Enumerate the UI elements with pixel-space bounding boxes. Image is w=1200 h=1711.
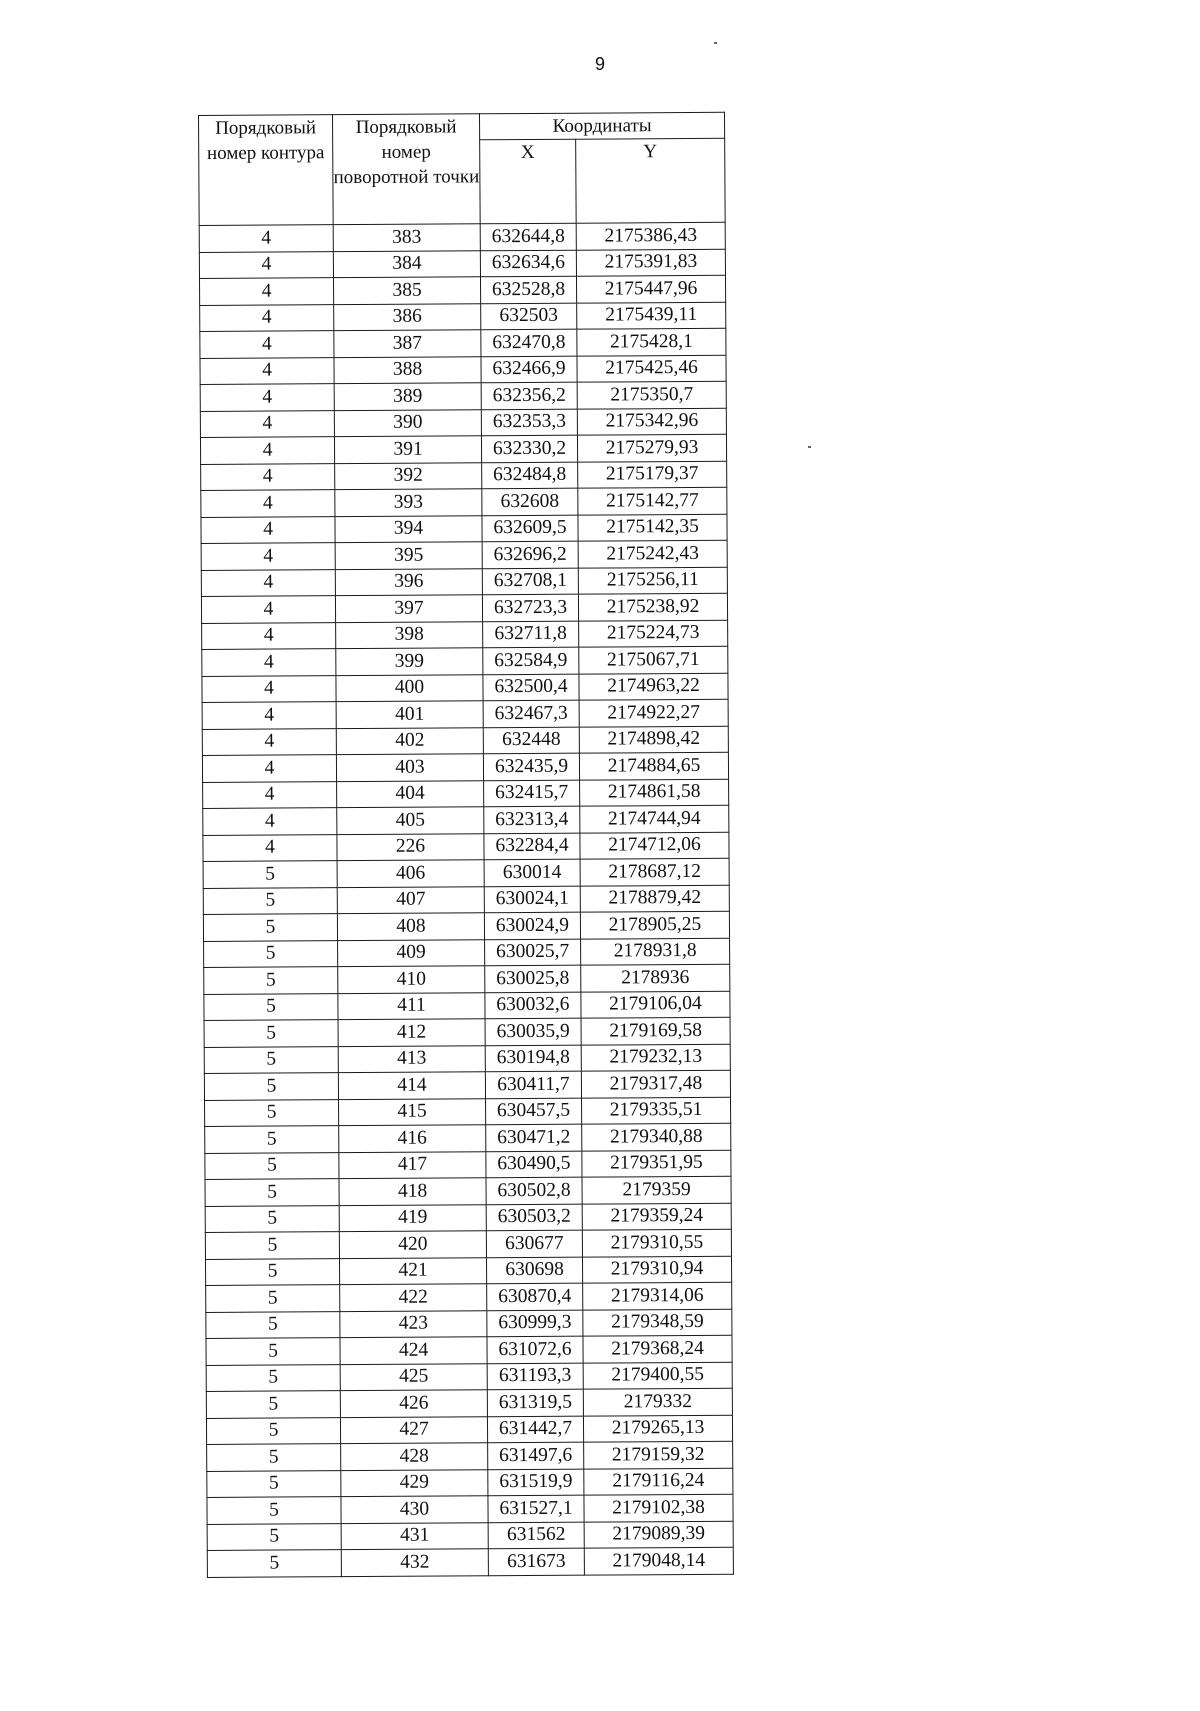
cell-point-number: 391 bbox=[334, 436, 481, 463]
table-row bbox=[200, 381, 726, 411]
table-row bbox=[199, 249, 725, 279]
table-row bbox=[200, 328, 726, 358]
cell-contour-number: 5 bbox=[206, 1417, 340, 1444]
cell-contour-number: 4 bbox=[199, 251, 333, 278]
cell-x: 630194,8 bbox=[485, 1045, 581, 1072]
cell-x: 632313,4 bbox=[484, 806, 580, 833]
cell-y: 2174744,94 bbox=[580, 805, 729, 832]
cell-point-number: 410 bbox=[338, 966, 485, 993]
table-body bbox=[199, 222, 733, 1577]
cell-point-number: 415 bbox=[339, 1098, 486, 1125]
header-coordinates: Координаты bbox=[479, 112, 724, 139]
cell-contour-number: 5 bbox=[207, 1470, 341, 1497]
cell-contour-number: 5 bbox=[206, 1338, 340, 1365]
cell-y: 2174922,27 bbox=[579, 699, 728, 726]
table-row bbox=[207, 1494, 733, 1524]
cell-contour-number: 4 bbox=[199, 225, 333, 252]
table-row bbox=[200, 408, 726, 438]
cell-contour-number: 4 bbox=[203, 834, 337, 861]
cell-x: 632470,8 bbox=[481, 329, 577, 356]
cell-x: 630870,4 bbox=[487, 1283, 583, 1310]
cell-y: 2179310,94 bbox=[582, 1256, 731, 1283]
table-row bbox=[201, 514, 727, 544]
cell-x: 632353,3 bbox=[481, 409, 577, 436]
cell-point-number: 431 bbox=[341, 1522, 488, 1549]
cell-x: 632708,1 bbox=[482, 568, 578, 595]
cell-point-number: 385 bbox=[333, 277, 480, 304]
cell-point-number: 427 bbox=[340, 1416, 487, 1443]
cell-y: 2179368,24 bbox=[583, 1335, 732, 1362]
table-row bbox=[202, 752, 728, 782]
cell-point-number: 422 bbox=[340, 1284, 487, 1311]
cell-contour-number: 5 bbox=[203, 914, 337, 941]
cell-y: 2179089,39 bbox=[584, 1521, 733, 1548]
cell-point-number: 428 bbox=[341, 1443, 488, 1470]
cell-y: 2179310,55 bbox=[582, 1229, 731, 1256]
cell-point-number: 413 bbox=[338, 1045, 485, 1072]
cell-contour-number: 5 bbox=[204, 1046, 338, 1073]
cell-x: 632696,2 bbox=[482, 541, 578, 568]
cell-point-number: 432 bbox=[341, 1549, 488, 1576]
table-row bbox=[205, 1176, 731, 1206]
cell-point-number: 394 bbox=[335, 515, 482, 542]
cell-point-number: 409 bbox=[338, 939, 485, 966]
table-row bbox=[200, 355, 726, 385]
cell-x: 630503,2 bbox=[486, 1204, 582, 1231]
cell-y: 2175238,92 bbox=[578, 593, 727, 620]
cell-contour-number: 5 bbox=[204, 967, 338, 994]
cell-x: 632723,3 bbox=[482, 594, 578, 621]
cell-y: 2179159,32 bbox=[584, 1441, 733, 1468]
cell-contour-number: 5 bbox=[206, 1391, 340, 1418]
cell-x: 630490,5 bbox=[486, 1151, 582, 1178]
header-contour-number: Порядковый номер контура bbox=[199, 115, 334, 226]
cell-x: 631527,1 bbox=[488, 1495, 584, 1522]
cell-point-number: 423 bbox=[340, 1310, 487, 1337]
cell-y: 2175179,37 bbox=[578, 461, 727, 488]
table-row bbox=[202, 726, 728, 756]
cell-y: 2174898,42 bbox=[579, 726, 728, 753]
table-row bbox=[202, 673, 728, 703]
cell-point-number: 400 bbox=[336, 674, 483, 701]
cell-point-number: 390 bbox=[334, 409, 481, 436]
cell-contour-number: 5 bbox=[207, 1523, 341, 1550]
cell-x: 631193,3 bbox=[487, 1363, 583, 1390]
cell-point-number: 392 bbox=[335, 462, 482, 489]
cell-y: 2179332 bbox=[583, 1388, 732, 1415]
cell-contour-number: 5 bbox=[205, 1232, 339, 1259]
cell-point-number: 384 bbox=[333, 250, 480, 277]
cell-y: 2175391,83 bbox=[576, 249, 725, 276]
cell-y: 2179340,88 bbox=[582, 1123, 731, 1150]
cell-x: 631673 bbox=[488, 1548, 584, 1575]
cell-contour-number: 4 bbox=[202, 649, 336, 676]
table-row bbox=[200, 434, 726, 464]
cell-y: 2175447,96 bbox=[576, 275, 725, 302]
cell-point-number: 395 bbox=[335, 542, 482, 569]
cell-point-number: 388 bbox=[334, 356, 481, 383]
cell-point-number: 419 bbox=[339, 1204, 486, 1231]
cell-x: 632467,3 bbox=[483, 700, 579, 727]
cell-y: 2179116,24 bbox=[584, 1468, 733, 1495]
cell-point-number: 417 bbox=[339, 1151, 486, 1178]
cell-contour-number: 4 bbox=[200, 304, 334, 331]
cell-contour-number: 5 bbox=[204, 1073, 338, 1100]
cell-x: 632284,4 bbox=[484, 833, 580, 860]
cell-y: 2179359 bbox=[582, 1176, 731, 1203]
cell-x: 630035,9 bbox=[485, 1018, 581, 1045]
table-row bbox=[205, 1097, 731, 1127]
cell-point-number: 403 bbox=[336, 754, 483, 781]
cell-point-number: 396 bbox=[335, 568, 482, 595]
table-row bbox=[205, 1203, 731, 1233]
header-row bbox=[199, 112, 725, 141]
cell-y: 2175342,96 bbox=[577, 408, 726, 435]
cell-point-number: 407 bbox=[337, 886, 484, 913]
cell-x: 630024,1 bbox=[484, 886, 580, 913]
cell-contour-number: 5 bbox=[207, 1550, 341, 1577]
cell-contour-number: 4 bbox=[200, 437, 334, 464]
table-row bbox=[206, 1335, 732, 1365]
cell-x: 630999,3 bbox=[487, 1310, 583, 1337]
cell-contour-number: 5 bbox=[207, 1497, 341, 1524]
cell-y: 2179359,24 bbox=[582, 1203, 731, 1230]
table-row bbox=[202, 699, 728, 729]
table-row bbox=[201, 593, 727, 623]
cell-point-number: 416 bbox=[339, 1125, 486, 1152]
cell-y: 2179351,95 bbox=[582, 1150, 731, 1177]
cell-y: 2175425,46 bbox=[577, 355, 726, 382]
cell-contour-number: 4 bbox=[201, 569, 335, 596]
cell-y: 2175350,7 bbox=[577, 381, 726, 408]
cell-y: 2179169,58 bbox=[581, 1017, 730, 1044]
table-row bbox=[201, 540, 727, 570]
cell-x: 632484,8 bbox=[482, 462, 578, 489]
table-row bbox=[207, 1521, 733, 1551]
cell-contour-number: 5 bbox=[205, 1126, 339, 1153]
cell-y: 2175242,43 bbox=[578, 540, 727, 567]
cell-x: 632528,8 bbox=[480, 276, 576, 303]
cell-contour-number: 4 bbox=[202, 675, 336, 702]
cell-x: 631319,5 bbox=[487, 1389, 583, 1416]
cell-y: 2175142,77 bbox=[578, 487, 727, 514]
table-row bbox=[207, 1441, 733, 1471]
cell-x: 632448 bbox=[483, 727, 579, 754]
cell-y: 2175224,73 bbox=[579, 620, 728, 647]
cell-contour-number: 4 bbox=[201, 490, 335, 517]
table-row bbox=[206, 1309, 732, 1339]
table-row bbox=[201, 461, 727, 491]
cell-x: 630677 bbox=[486, 1230, 582, 1257]
cell-x: 630025,8 bbox=[485, 965, 581, 992]
scan-speck bbox=[714, 42, 717, 44]
cell-y: 2179232,13 bbox=[581, 1044, 730, 1071]
cell-point-number: 404 bbox=[337, 780, 484, 807]
table-row bbox=[204, 1044, 730, 1074]
cell-y: 2174861,58 bbox=[580, 779, 729, 806]
cell-x: 631442,7 bbox=[487, 1416, 583, 1443]
cell-contour-number: 4 bbox=[203, 781, 337, 808]
cell-y: 2174712,06 bbox=[580, 832, 729, 859]
cell-x: 630502,8 bbox=[486, 1177, 582, 1204]
table-row bbox=[205, 1229, 731, 1259]
cell-point-number: 399 bbox=[336, 648, 483, 675]
cell-point-number: 421 bbox=[339, 1257, 486, 1284]
cell-y: 2178905,25 bbox=[580, 911, 729, 938]
cell-y: 2175279,93 bbox=[577, 434, 726, 461]
cell-x: 630024,9 bbox=[484, 912, 580, 939]
cell-contour-number: 5 bbox=[203, 887, 337, 914]
cell-point-number: 405 bbox=[337, 807, 484, 834]
header-y: Y bbox=[576, 138, 726, 223]
cell-y: 2179265,13 bbox=[583, 1415, 732, 1442]
cell-contour-number: 4 bbox=[200, 384, 334, 411]
cell-y: 2178687,12 bbox=[580, 858, 729, 885]
cell-x: 632608 bbox=[482, 488, 578, 515]
table-row bbox=[203, 858, 729, 888]
cell-x: 632711,8 bbox=[483, 621, 579, 648]
cell-x: 632466,9 bbox=[481, 356, 577, 383]
cell-contour-number: 4 bbox=[202, 755, 336, 782]
cell-x: 630457,5 bbox=[486, 1098, 582, 1125]
cell-point-number: 226 bbox=[337, 833, 484, 860]
cell-contour-number: 5 bbox=[205, 1258, 339, 1285]
table-row bbox=[206, 1388, 732, 1418]
cell-point-number: 402 bbox=[336, 727, 483, 754]
cell-y: 2174884,65 bbox=[579, 752, 728, 779]
cell-point-number: 397 bbox=[335, 595, 482, 622]
table-row bbox=[203, 779, 729, 809]
table-row bbox=[205, 1123, 731, 1153]
coordinates-table bbox=[198, 112, 734, 1578]
table-row bbox=[203, 832, 729, 862]
cell-x: 630014 bbox=[484, 859, 580, 886]
scan-speck bbox=[808, 446, 811, 448]
cell-point-number: 387 bbox=[334, 330, 481, 357]
cell-point-number: 386 bbox=[334, 303, 481, 330]
cell-point-number: 429 bbox=[341, 1469, 488, 1496]
cell-point-number: 420 bbox=[339, 1231, 486, 1258]
cell-x: 632356,2 bbox=[481, 382, 577, 409]
cell-point-number: 412 bbox=[338, 1019, 485, 1046]
cell-y: 2178936 bbox=[581, 964, 730, 991]
cell-y: 2175386,43 bbox=[576, 222, 725, 249]
cell-x: 630698 bbox=[486, 1257, 582, 1284]
table-row bbox=[203, 911, 729, 941]
cell-y: 2178879,42 bbox=[580, 885, 729, 912]
cell-contour-number: 5 bbox=[203, 861, 337, 888]
cell-x: 632330,2 bbox=[481, 435, 577, 462]
page-number: 9 bbox=[594, 54, 605, 74]
table-row bbox=[199, 275, 725, 305]
table-row bbox=[204, 1070, 730, 1100]
cell-point-number: 418 bbox=[339, 1178, 486, 1205]
table-row bbox=[199, 222, 725, 252]
cell-x: 632644,8 bbox=[480, 223, 576, 250]
table-row bbox=[201, 567, 727, 597]
table-row bbox=[204, 964, 730, 994]
cell-y: 2175142,35 bbox=[578, 514, 727, 541]
cell-contour-number: 4 bbox=[201, 516, 335, 543]
cell-point-number: 383 bbox=[333, 224, 480, 251]
table-row bbox=[202, 620, 728, 650]
cell-y: 2178931,8 bbox=[581, 938, 730, 965]
cell-y: 2175439,11 bbox=[577, 302, 726, 329]
cell-y: 2179348,59 bbox=[583, 1309, 732, 1336]
cell-point-number: 425 bbox=[340, 1363, 487, 1390]
table-row bbox=[204, 991, 730, 1021]
table-row bbox=[206, 1362, 732, 1392]
cell-y: 2174963,22 bbox=[579, 673, 728, 700]
cell-contour-number: 5 bbox=[207, 1444, 341, 1471]
table-row bbox=[207, 1547, 733, 1577]
header-point-number: Порядковый номер поворотной точки bbox=[333, 114, 481, 225]
table-row bbox=[204, 1017, 730, 1047]
cell-y: 2179400,55 bbox=[583, 1362, 732, 1389]
cell-point-number: 406 bbox=[337, 860, 484, 887]
cell-point-number: 389 bbox=[334, 383, 481, 410]
table-row bbox=[206, 1282, 732, 1312]
table-row bbox=[202, 646, 728, 676]
cell-contour-number: 4 bbox=[202, 702, 336, 729]
cell-contour-number: 4 bbox=[199, 278, 333, 305]
cell-contour-number: 5 bbox=[204, 993, 338, 1020]
cell-x: 632500,4 bbox=[483, 674, 579, 701]
table-row bbox=[204, 938, 730, 968]
cell-contour-number: 5 bbox=[205, 1099, 339, 1126]
header-x: X bbox=[480, 139, 577, 224]
cell-x: 632609,5 bbox=[482, 515, 578, 542]
cell-x: 630411,7 bbox=[485, 1071, 581, 1098]
table-row bbox=[203, 885, 729, 915]
cell-x: 630471,2 bbox=[486, 1124, 582, 1151]
cell-y: 2179335,51 bbox=[582, 1097, 731, 1124]
cell-contour-number: 5 bbox=[204, 940, 338, 967]
cell-point-number: 393 bbox=[335, 489, 482, 516]
cell-point-number: 398 bbox=[336, 621, 483, 648]
cell-contour-number: 5 bbox=[205, 1179, 339, 1206]
cell-contour-number: 4 bbox=[200, 331, 334, 358]
table-row bbox=[206, 1415, 732, 1445]
table-row bbox=[203, 805, 729, 835]
cell-point-number: 411 bbox=[338, 992, 485, 1019]
cell-point-number: 430 bbox=[341, 1496, 488, 1523]
cell-contour-number: 4 bbox=[201, 543, 335, 570]
cell-contour-number: 5 bbox=[205, 1152, 339, 1179]
table-row bbox=[205, 1256, 731, 1286]
cell-point-number: 414 bbox=[338, 1072, 485, 1099]
cell-point-number: 408 bbox=[337, 913, 484, 940]
cell-contour-number: 5 bbox=[206, 1364, 340, 1391]
cell-x: 630032,6 bbox=[485, 992, 581, 1019]
cell-x: 632634,6 bbox=[480, 250, 576, 277]
cell-contour-number: 4 bbox=[203, 808, 337, 835]
cell-y: 2179048,14 bbox=[584, 1547, 733, 1574]
cell-contour-number: 4 bbox=[200, 357, 334, 384]
cell-contour-number: 5 bbox=[204, 1020, 338, 1047]
cell-contour-number: 4 bbox=[202, 728, 336, 755]
cell-x: 631519,9 bbox=[488, 1469, 584, 1496]
cell-x: 632584,9 bbox=[483, 647, 579, 674]
cell-y: 2179102,38 bbox=[584, 1494, 733, 1521]
cell-x: 631562 bbox=[488, 1522, 584, 1549]
cell-contour-number: 5 bbox=[206, 1311, 340, 1338]
cell-point-number: 426 bbox=[340, 1390, 487, 1417]
cell-y: 2175256,11 bbox=[578, 567, 727, 594]
cell-x: 632503 bbox=[481, 303, 577, 330]
cell-point-number: 401 bbox=[336, 701, 483, 728]
cell-y: 2175067,71 bbox=[579, 646, 728, 673]
table-row bbox=[207, 1468, 733, 1498]
table-row bbox=[201, 487, 727, 517]
cell-contour-number: 5 bbox=[205, 1205, 339, 1232]
cell-contour-number: 4 bbox=[201, 463, 335, 490]
cell-x: 631497,6 bbox=[488, 1442, 584, 1469]
cell-x: 632435,9 bbox=[483, 753, 579, 780]
cell-x: 631072,6 bbox=[487, 1336, 583, 1363]
table-header bbox=[199, 112, 726, 225]
cell-contour-number: 5 bbox=[206, 1285, 340, 1312]
cell-contour-number: 4 bbox=[202, 622, 336, 649]
cell-x: 632415,7 bbox=[484, 780, 580, 807]
cell-y: 2179106,04 bbox=[581, 991, 730, 1018]
cell-y: 2179314,06 bbox=[583, 1282, 732, 1309]
cell-contour-number: 4 bbox=[200, 410, 334, 437]
cell-y: 2179317,48 bbox=[581, 1070, 730, 1097]
cell-x: 630025,7 bbox=[485, 939, 581, 966]
table-row bbox=[205, 1150, 731, 1180]
cell-y: 2175428,1 bbox=[577, 328, 726, 355]
cell-point-number: 424 bbox=[340, 1337, 487, 1364]
cell-contour-number: 4 bbox=[201, 596, 335, 623]
table-row bbox=[200, 302, 726, 332]
